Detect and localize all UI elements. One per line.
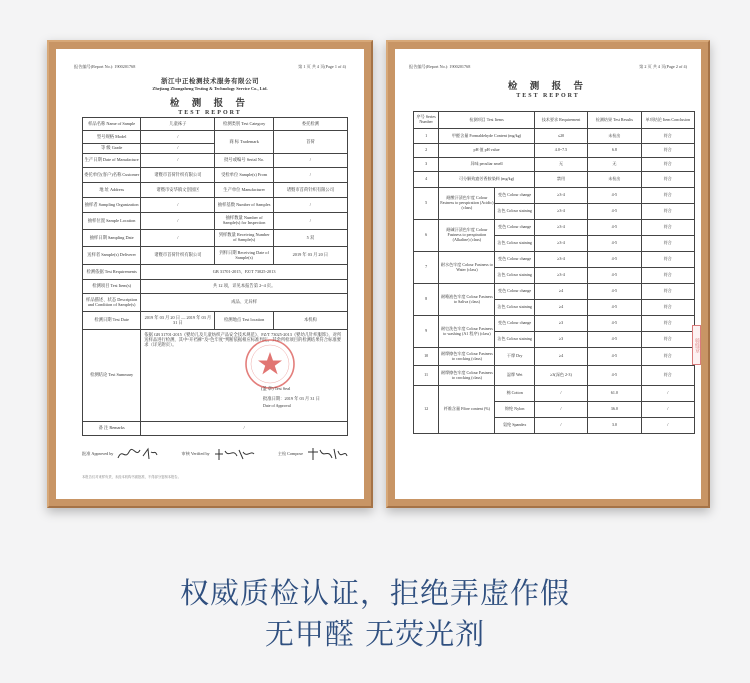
- table-cell: 符合: [641, 332, 694, 348]
- cell-value: 2019 年 03 月 20 日 — 2019 年 03 月 31 日: [141, 312, 215, 330]
- table-cell: 无: [588, 158, 641, 172]
- column-header: 序号 Series Number: [414, 112, 439, 129]
- table-cell: 5: [414, 188, 439, 220]
- side-seal: 骑缝章: [692, 325, 701, 365]
- table-cell: 3.0: [588, 418, 641, 434]
- table-cell: 4-5: [588, 366, 641, 386]
- right-report-frame: [386, 40, 710, 508]
- table-cell: /: [534, 386, 587, 402]
- table-cell: ≥3-4: [534, 268, 587, 284]
- cell-value: 诸暨市首荷针织有限公司: [141, 168, 215, 183]
- cell-label: 抽样者 Sampling Organization: [83, 198, 141, 213]
- table-row: [414, 386, 695, 402]
- table-cell: 沾色 Colour staining: [495, 300, 534, 316]
- left-report-page: [56, 49, 364, 499]
- table-row: [414, 366, 695, 386]
- table-cell: 4-5: [588, 220, 641, 236]
- right-report-page: [395, 49, 701, 499]
- cell-label: 等 级 Grade: [83, 144, 141, 154]
- table-cell: /: [534, 402, 587, 418]
- cell-value: /: [141, 144, 215, 154]
- approved-by: [82, 446, 158, 462]
- table-cell: 2: [414, 144, 439, 158]
- table-cell: 4-5: [588, 300, 641, 316]
- table-cell: 4-5: [588, 348, 641, 366]
- table-cell: 符合: [641, 236, 694, 252]
- signature-icon: [116, 446, 158, 462]
- table-cell: ≥3: [534, 332, 587, 348]
- table-cell: 耐皂洗色牢度 Colour Fastness to washing (A1 程序) (class): [439, 316, 495, 348]
- cell-label: 生产日期 Date of Manufacture: [83, 154, 141, 168]
- cell-label: 委托单位(客户)名称 Customer: [83, 168, 141, 183]
- column-header: 技术要求 Requirement: [534, 112, 587, 129]
- cell-value: /: [273, 213, 347, 230]
- report-number: 报告编号(Report No.): 1900201768: [409, 64, 471, 69]
- cell-label: 检测日期 Test Date: [83, 312, 141, 330]
- page-number: 第 1 页 共 4 页(Page 1 of 4): [298, 64, 346, 69]
- table-cell: 61.0: [588, 386, 641, 402]
- table-cell: 符合: [641, 252, 694, 268]
- table-cell: 符合: [641, 188, 694, 204]
- table-cell: 11: [414, 366, 439, 386]
- report-title-en: TEST REPORT: [516, 93, 580, 99]
- table-cell: 3: [414, 158, 439, 172]
- table-cell: 变色 Colour change: [495, 252, 534, 268]
- table-cell: 4-5: [588, 284, 641, 300]
- signature-icon: [213, 446, 255, 462]
- results-body: [414, 129, 695, 434]
- table-cell: 6.8: [588, 144, 641, 158]
- caption-line-1: 权威质检认证，拒绝弄虚作假: [179, 576, 570, 610]
- cell-value: 诸暨市安华镇文创园区: [141, 183, 215, 198]
- table-cell: 变色 Colour change: [495, 188, 534, 204]
- cell-value: /: [141, 131, 215, 144]
- approval-date: 批准日期：2019 年 03 月 31 日: [263, 396, 320, 401]
- table-cell: 干摩 Dry: [495, 348, 534, 366]
- table-cell: 甲醛含量 Formaldehyde Content (mg/kg): [439, 129, 535, 144]
- table-row: [414, 129, 695, 144]
- cell-label: 抽样数量 Number of Sample(s) for Inspection: [215, 213, 273, 230]
- table-row: [414, 220, 695, 236]
- table-cell: 4-5: [588, 268, 641, 284]
- table-cell: 4-5: [588, 204, 641, 220]
- table-cell: 4-5: [588, 236, 641, 252]
- table-cell: 耐酸汗渍色牢度 Colour Fastness to perspiration (Acidic) (class): [439, 188, 495, 220]
- table-cell: 变色 Colour change: [495, 284, 534, 300]
- table-cell: pH 值 pH value: [439, 144, 535, 158]
- table-cell: 耐唾液色牢度 Colour Fastness to Saliva (class): [439, 284, 495, 316]
- table-cell: ≥4: [534, 348, 587, 366]
- table-cell: 耐摩擦色牢度 Colour Fastness to crocking (class): [439, 366, 495, 386]
- table-cell: 36.0: [588, 402, 641, 418]
- cell-label: 到样数量 Receiving Number of Sample(s): [215, 230, 273, 247]
- table-cell: ≤20: [534, 129, 587, 144]
- report-info-table: [82, 117, 348, 436]
- table-cell: 4-5: [588, 188, 641, 204]
- results-table: [413, 111, 695, 434]
- left-report-frame: [47, 40, 373, 508]
- table-cell: ≥3-4: [534, 188, 587, 204]
- cell-value: 首荷: [273, 131, 347, 154]
- table-cell: 未检出: [588, 129, 641, 144]
- table-cell: 9: [414, 316, 439, 348]
- table-cell: 变色 Colour change: [495, 220, 534, 236]
- report-title-cn: 检 测 报 告: [507, 82, 589, 92]
- table-cell: 符合: [641, 158, 694, 172]
- table-cell: 符合: [641, 204, 694, 220]
- table-cell: 4-5: [588, 252, 641, 268]
- table-row: [414, 158, 695, 172]
- summary-text: 依据 GB 31701-2015《婴幼儿及儿童纺织产品安全技术规范》、FZ/T 73025-2013《婴幼儿针织服饰》，对所送样品进行检测，其中“开裆裤”及“色牢度”判断依据相应标准判定，其余所检项目的检测结果符合标准要求（详见附页）。: [144, 332, 342, 347]
- table-cell: 4: [414, 172, 439, 188]
- table-cell: 可分解致癌芳香胺染料 (mg/kg): [439, 172, 535, 188]
- cell-value: /: [141, 198, 215, 213]
- cell-label: 送样者 Sample(s) Deliverer: [83, 247, 141, 265]
- compose-label: 主检 Compose: [277, 451, 303, 456]
- table-cell: ≥4: [534, 284, 587, 300]
- table-cell: 耐摩擦色牢度 Colour Fastness to crocking (class): [439, 348, 495, 366]
- column-header: 单项结论 Item Conclusion: [641, 112, 694, 129]
- column-header: 检测项目 Test Items: [439, 112, 535, 129]
- table-cell: 4.0~7.5: [534, 144, 587, 158]
- cell-value: 本机构: [273, 312, 347, 330]
- table-row: [414, 252, 695, 268]
- official-seal-icon: [244, 338, 296, 390]
- cell-label: 批号或编号 Serial No.: [215, 154, 273, 168]
- table-cell: 符合: [641, 300, 694, 316]
- org-name-en: Zhejiang Zhongzheng Testing & Technology Service Co., Ltd.: [152, 86, 268, 91]
- cell-value: /: [141, 422, 348, 436]
- cell-value: 诸暨市首荷针织有限公司: [273, 183, 347, 198]
- page-number: 第 2 页 共 4 页(Page 2 of 4): [639, 64, 687, 69]
- table-cell: 7: [414, 252, 439, 284]
- cell-label: 抽样基数 Number of Samples: [215, 198, 273, 213]
- table-cell: 符合: [641, 129, 694, 144]
- cell-label: 生产单位 Manufacturer: [215, 183, 273, 198]
- table-cell: 符合: [641, 284, 694, 300]
- table-cell: ≥3: [534, 316, 587, 332]
- table-cell: 4-5: [588, 316, 641, 332]
- cell-label: 商 标 Trademark: [215, 131, 273, 154]
- table-cell: 1: [414, 129, 439, 144]
- table-cell: 耐水色牢度 Colour Fastness to Water (class): [439, 252, 495, 284]
- table-cell: 湿摩 Wet: [495, 366, 534, 386]
- table-cell: 变色 Colour change: [495, 316, 534, 332]
- table-cell: 异味 peculiar smell: [439, 158, 535, 172]
- table-cell: 未检出: [588, 172, 641, 188]
- table-cell: ≥3-4: [534, 236, 587, 252]
- table-cell: 6: [414, 220, 439, 252]
- cell-value: 诸暨市首荷针织有限公司: [141, 247, 215, 265]
- table-cell: 沾色 Colour staining: [495, 204, 534, 220]
- cell-value: /: [141, 230, 215, 247]
- table-row: [414, 144, 695, 158]
- verified-by: [182, 446, 255, 462]
- cell-value: GB 31701-2015、FZ/T 73025-2013: [141, 265, 348, 280]
- table-cell: ≥3-4: [534, 252, 587, 268]
- table-cell: 耐碱汗渍色牢度 Colour Fastness to perspiration (Alkaline) (class): [439, 220, 495, 252]
- cell-label: 检测项目 Test Item(s): [83, 280, 141, 294]
- cell-value: 2019 年 03 月 20 日: [273, 247, 347, 265]
- table-cell: 纤维含量 Fibre content (%): [439, 386, 495, 434]
- cell-value: 5 双: [273, 230, 347, 247]
- table-cell: /: [534, 418, 587, 434]
- cell-label: 检测地点 Test location: [215, 312, 273, 330]
- table-row: [414, 172, 695, 188]
- cell-value: 共 12 项，详见本报告第 2~4 页。: [141, 280, 348, 294]
- table-cell: 8: [414, 284, 439, 316]
- report-number: 报告编号(Report No.): 1900201768: [74, 64, 136, 69]
- table-cell: 符合: [641, 220, 694, 236]
- column-header: 检测结果 Test Results: [588, 112, 641, 129]
- footnote: 本报告仅对来样负责，未经本机构书面批准，不得部分复制本报告。: [82, 475, 181, 479]
- table-cell: 符合: [641, 316, 694, 332]
- table-cell: 禁用: [534, 172, 587, 188]
- signature-icon: [306, 446, 348, 462]
- cell-label: 检测类别 Test Category: [215, 118, 273, 131]
- table-cell: /: [641, 418, 694, 434]
- table-row: [414, 348, 695, 366]
- verified-label: 审核 Verified by: [181, 451, 210, 456]
- table-cell: 4-5: [588, 332, 641, 348]
- approved-label: 批准 Approved by: [82, 451, 114, 456]
- cell-value: /: [273, 168, 347, 183]
- cell-value: 儿童袜子: [141, 118, 215, 131]
- cell-label: 备 注 Remarks: [83, 422, 141, 436]
- signature-row: [82, 446, 348, 462]
- table-cell: 沾色 Colour staining: [495, 332, 534, 348]
- cell-label: 抽样日期 Sampling Date: [83, 230, 141, 247]
- cell-label: 地 址 Address: [83, 183, 141, 198]
- cell-label: 抽样位置 Sample Location: [83, 213, 141, 230]
- table-row: [414, 316, 695, 332]
- table-cell: 氨纶 Spandex: [495, 418, 534, 434]
- cell-label: 型号规格 Model: [83, 131, 141, 144]
- org-name-cn: 浙江中正检测技术服务有限公司: [161, 78, 259, 85]
- table-cell: 10: [414, 348, 439, 366]
- table-cell: 无: [534, 158, 587, 172]
- table-cell: 棉 Cotton: [495, 386, 534, 402]
- cell-value: 成品、无异样: [141, 294, 348, 312]
- caption-line-2: 无甲醛 无荧光剂: [264, 617, 486, 651]
- table-cell: ≥3-4: [534, 220, 587, 236]
- cell-label: 样品描述、状态 Description and Condition of Sample(s): [83, 294, 141, 312]
- table-cell: 符合: [641, 172, 694, 188]
- cell-label: 检测结论 Test Summary: [83, 330, 141, 422]
- report-title-en: TEST REPORT: [178, 110, 242, 116]
- cell-value: /: [273, 198, 347, 213]
- table-cell: 沾色 Colour staining: [495, 236, 534, 252]
- cell-value: /: [273, 154, 347, 168]
- table-cell: ≥3-4: [534, 204, 587, 220]
- seal-label: (盖 章) Test Seal: [261, 386, 291, 391]
- report-title-cn: 检 测 报 告: [169, 99, 251, 109]
- table-cell: 符合: [641, 366, 694, 386]
- cell-label: 检测依据 Test Requirements: [83, 265, 141, 280]
- cell-value: /: [141, 213, 215, 230]
- table-cell: 锦纶 Nylon: [495, 402, 534, 418]
- cell-label: 受检单位 Sample(s) From: [215, 168, 273, 183]
- table-cell: 12: [414, 386, 439, 434]
- table-row: [414, 188, 695, 204]
- table-cell: ≥3(深色 2-3): [534, 366, 587, 386]
- cell-label: 样品名称 Name of Sample: [83, 118, 141, 131]
- table-cell: 符合: [641, 144, 694, 158]
- table-cell: 沾色 Colour staining: [495, 268, 534, 284]
- table-row: [414, 284, 695, 300]
- cell-value: /: [141, 154, 215, 168]
- table-cell: 符合: [641, 268, 694, 284]
- table-cell: /: [641, 386, 694, 402]
- cell-value: 委托检测: [273, 118, 347, 131]
- table-cell: /: [641, 402, 694, 418]
- approval-date-en: Date of Approval: [263, 403, 291, 408]
- compose-by: [278, 446, 348, 462]
- table-cell: ≥4: [534, 300, 587, 316]
- table-cell: 符合: [641, 348, 694, 366]
- cell-label: 到样日期 Receiving Date of Sample(s): [215, 247, 273, 265]
